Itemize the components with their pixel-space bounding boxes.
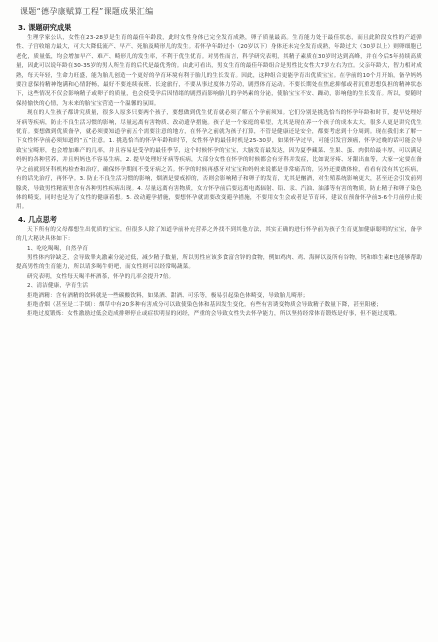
section-4-paragraph-6: 拒绝过度锻炼：女性激励过低会造成排卵停止或症状明显的闭经，严重的会导致女性失去怀孕能力，所以坚持经常体育锻炼是好事，但不能过度哦。	[27, 311, 401, 318]
document-header: 课题“德孕康赋算工程”课题成果汇编	[20, 7, 154, 16]
section-4-paragraph-5: 拒绝香烟（甚至是二手烟）：烟草中有20多种有害成分可以致使染色体和基因发生变化，有些有害诱变物质会导致精子数量下降，甚至阳痿；	[27, 301, 382, 308]
section-4-subheading-1: 1、吃吃喝喝，自然孕育	[27, 245, 89, 252]
section-4-paragraph-3: 研究表明，女性每天喝半杯酒茶，怀孕的几率会提升7倍。	[27, 273, 175, 280]
section-3-title: 3. 课题研究成果	[18, 23, 72, 32]
section-4-paragraph-4: 拒绝酒精：含有酒精的饮料就是一些碳酸饮料，如果酒、甜酒、可乐等，极易引起染色体畸变，导致胎儿畸形；	[27, 292, 309, 299]
section-4-title: 4. 几点思考	[18, 214, 57, 224]
section-3-paragraph-2: 现在的人生孩子都讲究质量，很多人原多只要两个孩子，要想做到优生优育就必须了解五个孕前须知。它们分别是挑选恰当的怀孕年龄和时节，提早处理好牙病等疾病，防止不良生活习惯的影响，尽量远离有害物质、改动遗孕措施。孩子是一个家庭的希望，尤其是现在养一个孩子的成本太大，很多人更是讲究优生优育。要想做到优质备孕，就必须要知道孕前五个需要注意的地方，在怀孕之前就为孩子打算，不管是健康还是安全，都要考虑到十分周到。现在我们来了解一下女性怀孕前必须知道的“五”注意。1. 挑选恰当的怀孕年龄和时节，女性怀孕的最佳时机是25-30岁，如果怀孕过早，可能引发宫颈癌，怀孕过晚的话可能会导致宝宝畸形，也会增加难产的几率，并且容易是受孕的最佳季节，这个时候怀孕的宝宝，大脑发育最发达，因为夏季藏菜、生果、蛋、肉供给最丰厚，可以满足妈妈的各种营养，并且妈妈也不容易生病，2. 提早处理好牙病等疾病，大部分女性在怀孕的时候都会有牙科并发症，比如说牙疼、牙龈出血等，大家一定要在备孕之前就到牙科机构检查和治疗，确保怀孕期间不受牙病之苦。怀孕的时候再感牙对宝宝和妈妈来说都是非常痛苦的，另外还要做体检，看看有没有其它疾病，有的话先治疗，再怀孕。3. 防止不良生活习惯的影响，烟酒是要戒掉的，否则会影响精子和卵子的发育，尤其是酗酒，对生殖系统影响更大，甚至还会引发前列腺炎，导致男性精液里含有各种男性疾病出现。4. 尽量远离有害物质，女方怀孕前后要远离电离辐射、铅、汞、汽油、油漆等有害的物质，防止精子和卵子染色体的畸变，同时也是为了女性的健康着想。5. 改动避孕措施，要想怀孕就需要改变避孕措施，不要用女生会或者是节育环，建议在预备怀孕前3-6个月前停止使用。	[16, 110, 422, 211]
section-3-paragraph-1: 生理学家公认，女性在23-28岁是生育的最佳年龄段，此时女性身体已完全发育成熟，卵子质量最高。生育能力处于最佳状态，而且此阶段女性的产道弹性、子宫收缩力最大，可大大降低流产、早产、死胎及畸形儿的发生。若怀孕年龄过小（20岁以下）身体还未完全发育成熟，年龄过大（30岁以上）则卵细胞已老化，质量低，均会增加早产、难产、畸形儿的发生率，不利于优生优育。对男性而言，科学研究表明，其精子素质在30岁时达到高峰，并在今后5年持续高质量，因此可以说年龄在30-35岁的男人所生育的后代是最优秀的。由此可看出，男女生育的最佳年龄组合是男性比女性大7岁左右为宜。父亲年龄大，智力相对成熟，每天年轻，生命力旺盛，能为胎儿创造一个更好的孕育环境有利于胎儿的生长发育。因此，这种组合更能孕育出优质宝宝。在孕前的10个月开始，备孕妈妈要注意保持精神饱满和心情舒畅，最好不要连续夜班、长途旅行，不要从事过度体力劳动，剧烈体育运动。不要长期处在焦虑抑郁或者沉重思想负担的精神状态下，这些情况不仅会影响精子或卵子的质量，也会使受孕后因情绪的剧烈而影响胎儿的孕妈素的分泌，使胎宝宝不安、躁动，影响他的生长发育。所以，要随时保持愉快的心情，为未来的胎宝宝营造一个温馨的氛围。	[16, 35, 422, 107]
section-4-subheading-2: 2、清洁健康，孕育生活	[27, 283, 89, 290]
section-4-paragraph-1: 天下所有的父母都想生出优质的宝宝，但很多人除了知道孕前补充营养之外找不到其他方法，其实正确的进行怀孕前为孩子生育更加健康聪明的宝宝，备孕的几大秘诀具体如下：	[16, 226, 422, 243]
section-4-paragraph-2: 男性体内锌缺乏，会导致睾丸激素分泌过低，减少精子数量，所以男性应该多食富含锌的食物，例如鸡肉、鸡、海鲜以及所有谷物，钙和维生素E也能够帮助提高男性的生育能力，所以请多喝牛奶吧，而女性则可以经常喝蔬菜。	[16, 254, 422, 271]
